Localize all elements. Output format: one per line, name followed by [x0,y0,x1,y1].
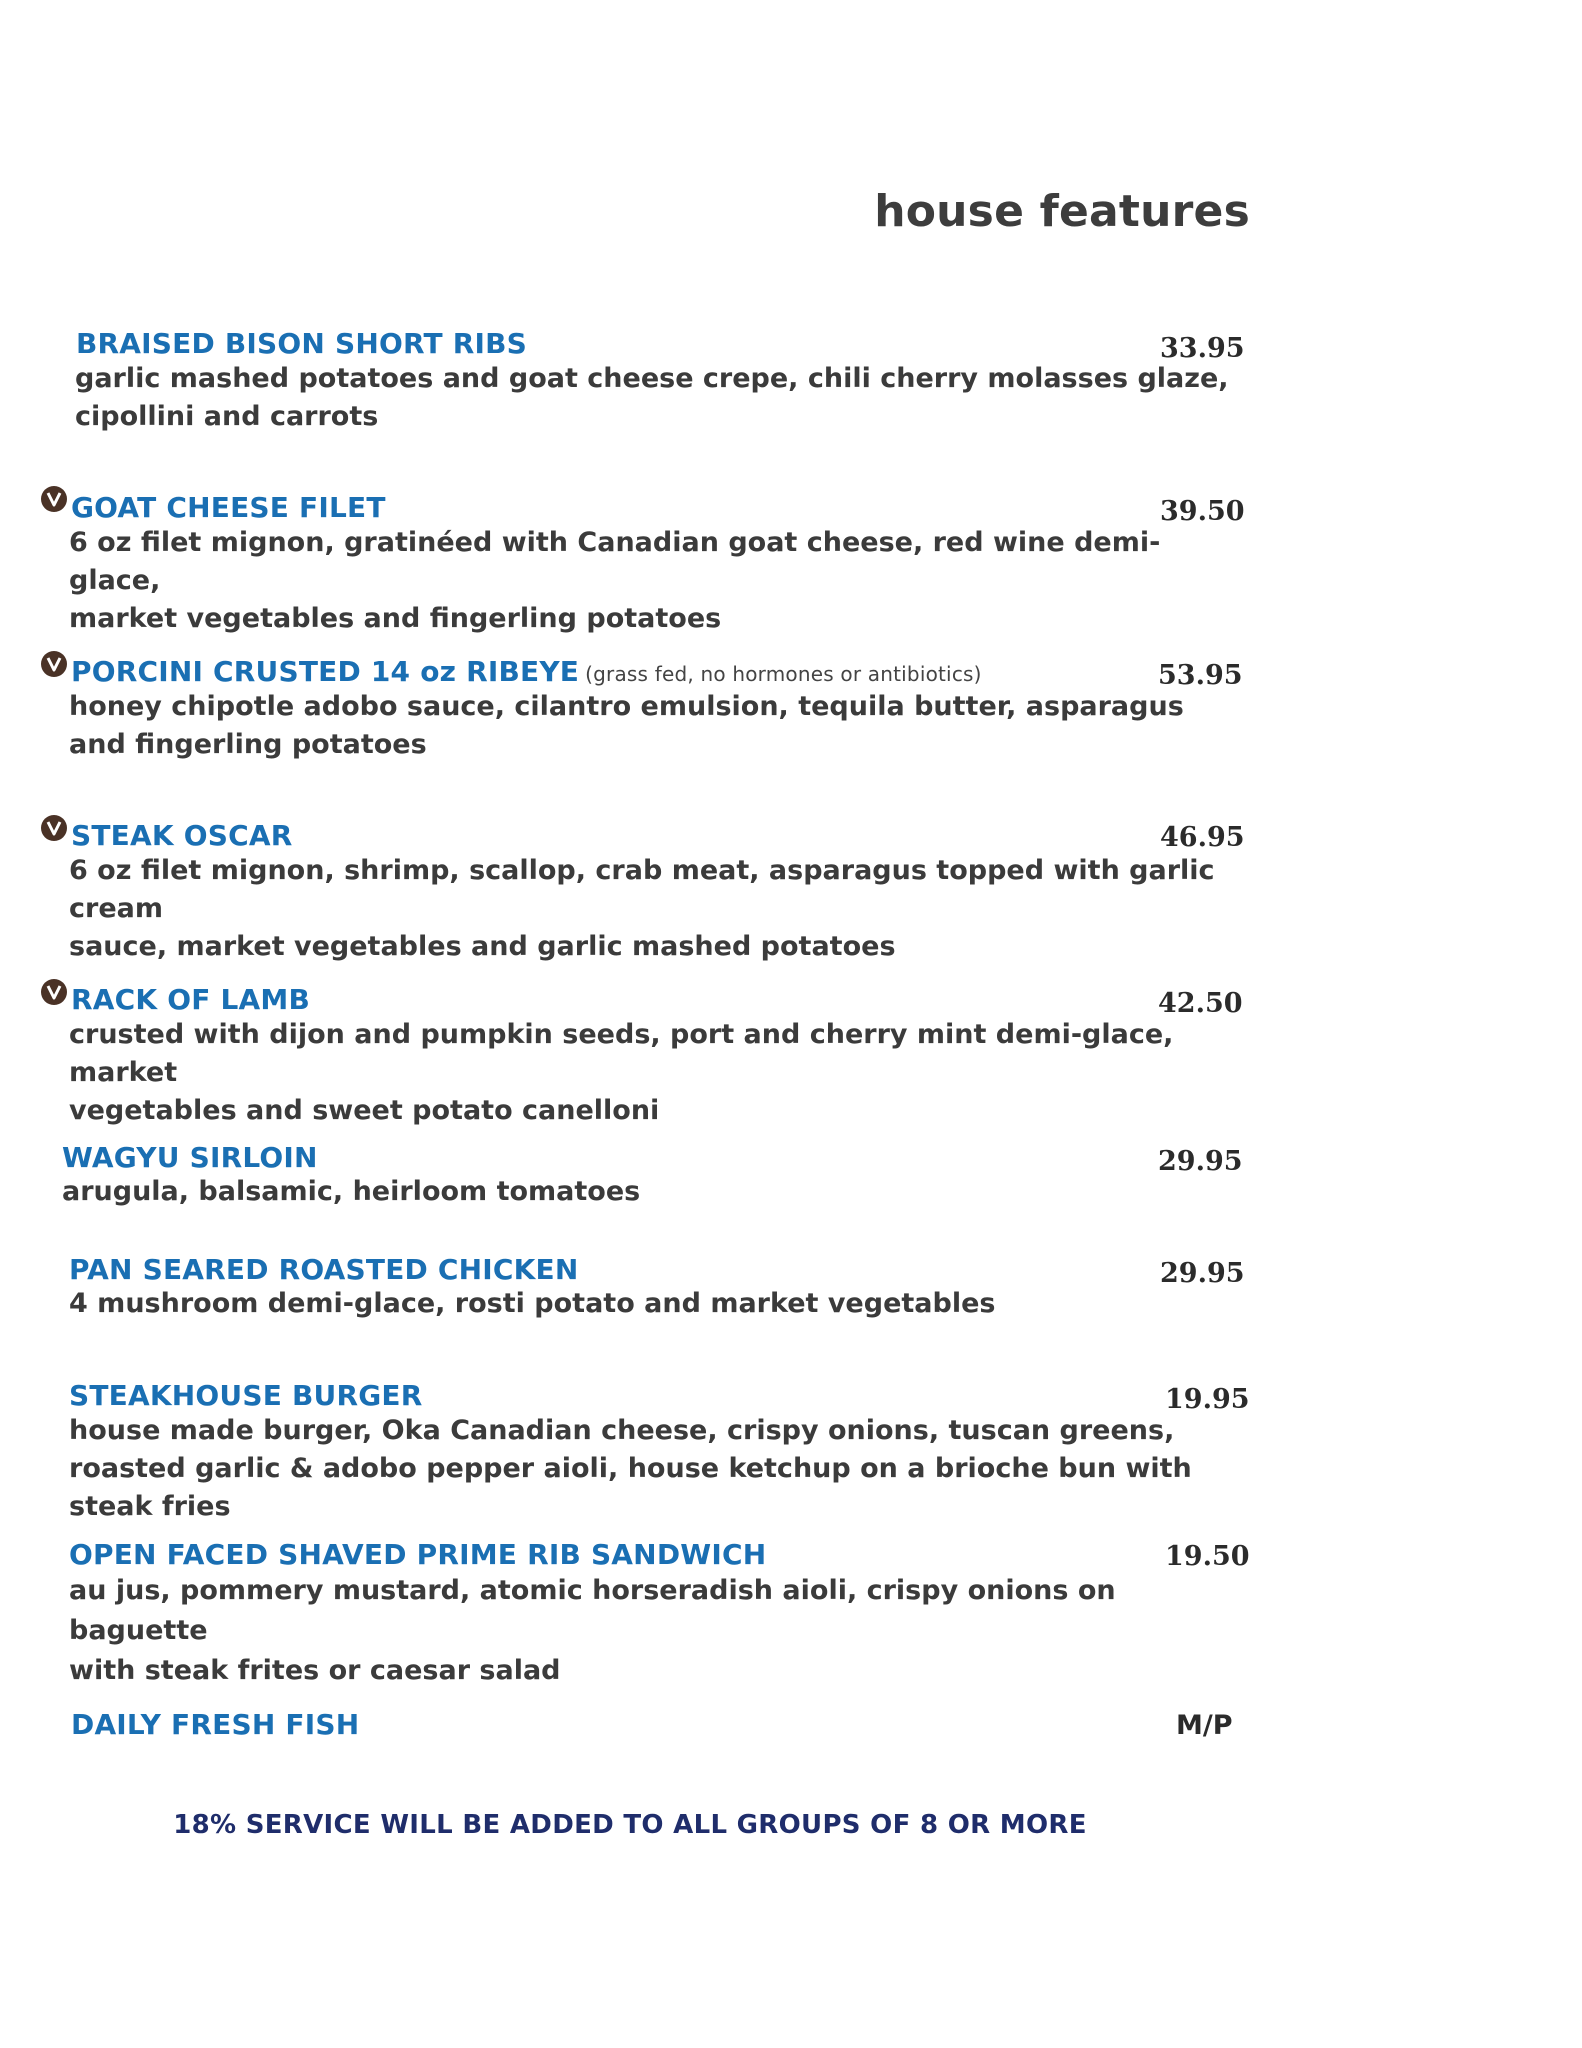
menu-item-price: 19.95 [1165,1384,1250,1415]
menu-item-name: RACK OF LAMB [71,983,311,1016]
v-badge-icon [41,486,67,512]
menu-item-price: 46.95 [1160,822,1245,853]
menu-item-price: 53.95 [1158,660,1243,691]
menu-item-description: arugula, balsamic, heirloom tomatoes [62,1176,641,1207]
v-badge-icon [41,651,67,677]
menu-item-price: 29.95 [1158,1146,1243,1177]
menu-item-name: BRAISED BISON SHORT RIBS [76,327,528,360]
menu-item-name: GOAT CHEESE FILET [71,491,386,524]
menu-item-price: M/P [1176,1710,1233,1741]
menu-item-price: 29.95 [1160,1258,1245,1289]
menu-item-name: PAN SEARED ROASTED CHICKEN [69,1253,579,1286]
menu-item-name: STEAK OSCAR [71,819,293,852]
menu-item-name: OPEN FACED SHAVED PRIME RIB SANDWICH [69,1538,767,1571]
menu-item-description: 4 mushroom demi-glace, rosti potato and market vegetables [69,1288,996,1319]
menu-item-price: 19.50 [1165,1541,1250,1572]
menu-item-description: honey chipotle adobo sauce, cilantro emulsion, tequila butter, asparagus and fingerling potatoes [69,691,1184,760]
menu-item-description: crusted with dijon and pumpkin seeds, port and cherry mint demi-glace, market vegetables and sweet potato canelloni [69,1019,1174,1126]
menu-item-name: PORCINI CRUSTED 14 oz RIBEYE (grass fed, no hormones or antibiotics) [71,655,982,688]
service-charge-note: 18% SERVICE WILL BE ADDED TO ALL GROUPS OF 8 OR MORE [173,1810,1087,1840]
menu-item-price: 39.50 [1160,496,1245,527]
menu-item-price: 42.50 [1158,988,1243,1019]
menu-item-name: WAGYU SIRLOIN [62,1141,318,1174]
menu-item-description: 6 oz filet mignon, shrimp, scallop, crab meat, asparagus topped with garlic cream sauce, market vegetables and garlic mashed potatoes [69,855,1215,962]
v-badge-icon [41,979,67,1005]
menu-item-description: 6 oz filet mignon, gratinéed with Canadian goat cheese, red wine demi-glace, market vegetables and fingerling potatoes [69,527,1161,634]
menu-item-description: house made burger, Oka Canadian cheese, crispy onions, tuscan greens, roasted garlic & adobo pepper aioli, house ketchup on a brioche bun with steak fries [69,1415,1192,1522]
page-title: house features [874,186,1250,237]
menu-item-description: garlic mashed potatoes and goat cheese crepe, chili cherry molasses glaze, cipollini and carrots [75,363,1229,432]
menu-item-name: STEAKHOUSE BURGER [69,1379,423,1412]
menu-item-name: DAILY FRESH FISH [71,1708,360,1741]
menu-item-price: 33.95 [1160,333,1245,364]
v-badge-icon [41,815,67,841]
menu-item-description: au jus, pommery mustard, atomic horseradish aioli, crispy onions on baguette with steak frites or caesar salad [69,1575,1116,1686]
